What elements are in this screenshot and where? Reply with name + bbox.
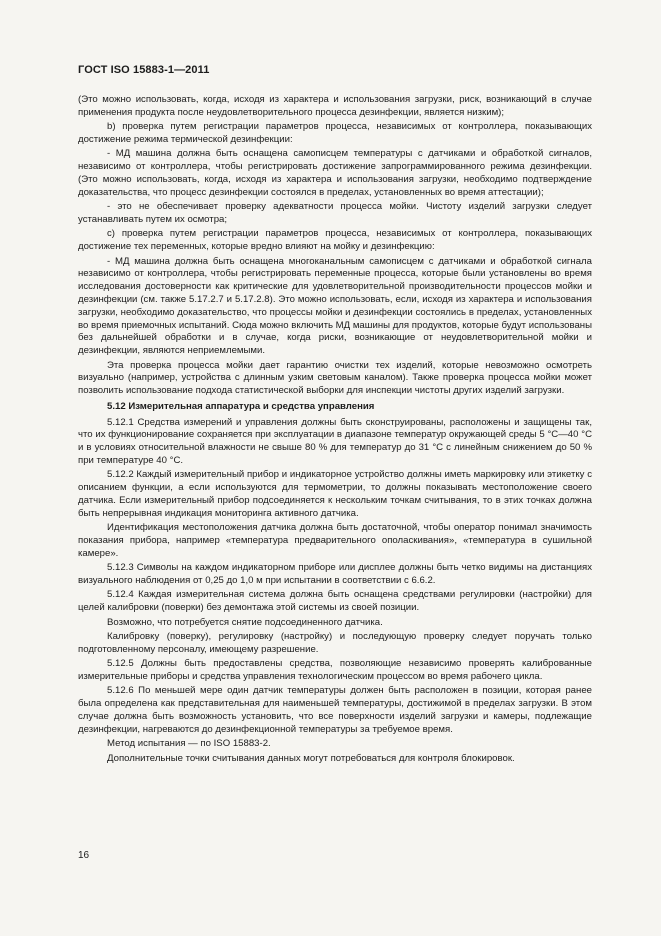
paragraph: 5.12.4 Каждая измерительная система должна быть оснащена средствами регулировки (настройки) для целей калибровки (поверки) без демонтажа этой системы из своей позиции. xyxy=(78,589,592,614)
paragraph: Калибровку (поверку), регулировку (настройку) и последующую проверку следует поручать только подготовленному персоналу, имеющему разрешение. xyxy=(78,631,592,655)
paragraph: Идентификация местоположения датчика должна быть достаточной, чтобы оператор понимал значимость показания прибора, например «температура предварительного ополаскивания», «температура в сушильной камере». xyxy=(78,522,592,559)
paragraph: 5.12.1 Средства измерений и управления должны быть сконструированы, расположены и защищены так, что их функционирование сохраняется при эксплуатации в диапазоне температур окружающей среды 5 °C—40 °C и в условиях относительной влажности не свыше 80 % для температур до 31 °C с линейным снижением до 50 % при температуре 40 °C. xyxy=(78,416,592,467)
section-heading: 5.12 Измерительная аппаратура и средства управления xyxy=(107,400,375,412)
page-number: 16 xyxy=(78,850,90,861)
paragraph: c) проверка путем регистрации параметров процесса, независимых от контроллера, показывающих достижение тех переменных, которые вредно влияют на мойку и дезинфекцию: xyxy=(78,228,592,253)
paragraph: - МД машина должна быть оснащена самописцем температуры с датчиками и обработкой сигналов, независимо от контроллера, чтобы регистрировать достижение запрограммированного режима дезинфекции. (Это можно использовать, когда, исходя из характера и использования загрузки, необходимо подтверждение доказательства, что процесс дезинфекции состоялся в пределах, установленных во время аттестации); xyxy=(78,148,592,198)
paragraph: Эта проверка процесса мойки дает гарантию очистки тех изделий, которые невозможно осмотреть визуально (например, устройства с длинным узким световым каналом). Также проверка процесса мойки может позволить использование подхода статистической выборки для инспекции чистоты других изделий загрузки. xyxy=(78,359,592,397)
document-body xyxy=(78,94,592,767)
paragraph: b) проверка путем регистрации параметров процесса, независимых от контроллера, показывающих достижение режима термической дезинфекции: xyxy=(78,121,592,145)
paragraph: Метод испытания — по ISO 15883-2. xyxy=(107,738,271,750)
paragraph: 5.12.5 Должны быть предоставлены средства, позволяющие независимо проверять калиброванные измерительные приборы и средства управления технологическим процессом во время рабочего цикла. xyxy=(78,658,592,682)
paragraph: 5.12.6 По меньшей мере один датчик температуры должен быть расположен в позиции, которая ранее была определена как представительная для наименьшей температуры, достижимой в пределах загрузки. В этом случае должна быть возможность установить, что все поверхности изделий загрузки и камеры, подлежащие дезинфекции, нагреваются до дезинфекционной температуры за требуемое время. xyxy=(78,685,592,735)
paragraph: Возможно, что потребуется снятие подсоединенного датчика. xyxy=(107,616,383,628)
paragraph: - это не обеспечивает проверку адекватности процесса мойки. Чистоту изделий загрузки следует устанавливать путем их осмотра; xyxy=(78,201,592,225)
paragraph: - МД машина должна быть оснащена многоканальным самописцем с датчиками и обработкой сигнала независимо от контроллера, чтобы регистрировать переменные процесса, которые были установлены во время исследования достоверности как критические для удовлетворительной производительности процессов мойки и дезинфекции (см. также 5.17.2.7 и 5.17.2.8). Это можно использовать, если, исходя из характера и использования загрузки, необходимо доказательство, что процессы мойки и дезинфекции состоялись в пределах, установленных во время приемочных испытаний. Сюда можно включить МД машины для продуктов, которые будут использованы без дальнейшей обработки и в случае, когда риски, возникающие от неудовлетворительной мойки и дезинфекции, являются неприемлемыми. xyxy=(78,255,592,357)
document-header: ГОСТ ISO 15883-1—2011 xyxy=(78,64,210,76)
paragraph: (Это можно использовать, когда, исходя из характера и использования загрузки, риск, возникающий в случае применения продукта после неудовлетворительного процесса дезинфекции, является низким); xyxy=(78,94,592,118)
paragraph: Дополнительные точки считывания данных могут потребоваться для контроля блокировок. xyxy=(107,752,515,764)
paragraph: 5.12.3 Символы на каждом индикаторном приборе или дисплее должны быть четко видимы на дистанциях визуального наблюдения от 0,25 до 1,0 м при испытании в соответствии с 6.6.2. xyxy=(78,562,592,587)
paragraph: 5.12.2 Каждый измерительный прибор и индикаторное устройство должны иметь маркировку или этикетку с описанием функции, а если используются для термометрии, то должны показывать местоположение своего датчика. Если измерительный прибор подсоединяется к нескольким точкам считывания, то в этих точках должна быть непрерывная индикация мониторинга активного датчика. xyxy=(78,469,592,519)
